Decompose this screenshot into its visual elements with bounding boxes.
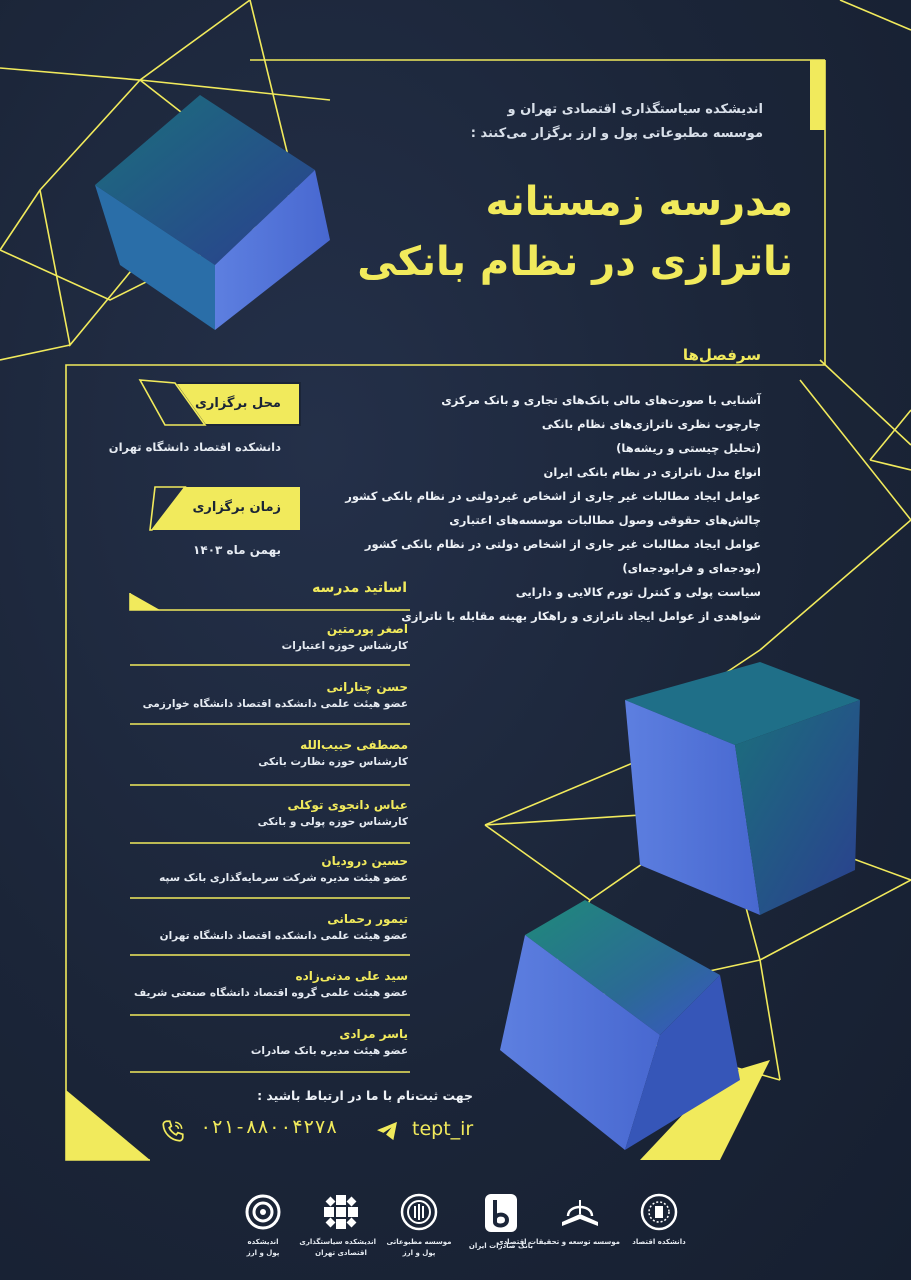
time-value: بهمن ماه ۱۴۰۳ — [193, 543, 281, 557]
teacher-item — [108, 796, 408, 830]
teacher-item — [108, 736, 408, 770]
logo-mark — [639, 1192, 679, 1232]
teacher-item — [108, 852, 408, 886]
logo-text: پول و ارز — [402, 1249, 436, 1257]
teacher-name: تیمور رحمانی — [327, 912, 408, 926]
logo-daneshkadeh-eghtesad — [624, 1192, 694, 1254]
teacher-item — [108, 620, 408, 654]
title-line-1: مدرسه زمستانه — [485, 179, 793, 225]
teacher-name: سید علی مدنی‌زاده — [295, 969, 408, 983]
logo-andishkadeh-tehran — [299, 1192, 376, 1257]
teacher-role: کارشناس حوزه اعتبارات — [281, 640, 408, 652]
logo-text: دانشکده اقتصاد — [632, 1238, 686, 1246]
topics-heading: سرفصل‌ها — [682, 346, 761, 364]
logo-moasseseh-pool-arz — [384, 1192, 454, 1257]
topic-item: (بودجه‌ای و فرابودجه‌ای) — [622, 561, 761, 575]
teacher-role: کارشناس حوزه نظارت بانکی — [258, 756, 408, 768]
teacher-role: کارشناس حوزه پولی و بانکی — [257, 816, 408, 828]
teacher-name: حسن چنارانی — [326, 680, 408, 694]
teacher-role: عضو هیئت مدیره بانک صادرات — [250, 1045, 408, 1057]
logo-text: موسسه توسعه و تحقیقات اقتصادی — [497, 1238, 620, 1246]
intro-line-1: اندیشکده سیاستگذاری اقتصادی تهران و — [507, 102, 763, 117]
teacher-role: عضو هیئت علمی دانشکده اقتصاد دانشگاه تهران — [159, 930, 408, 942]
topic-item: انواع مدل ناترازی در نظام بانکی ایران — [543, 465, 761, 479]
logo-text: اندیشکده سیاستگذاری — [299, 1238, 376, 1246]
logo-mark — [243, 1192, 283, 1232]
telegram-icon — [376, 1121, 398, 1141]
teacher-item — [108, 678, 408, 712]
time-label: زمان برگزاری — [192, 500, 281, 515]
title-line-2: ناترازی در نظام بانکی — [357, 239, 793, 285]
teacher-name: اصغر پورمتین — [326, 622, 408, 636]
logo-text: پول و ارز — [246, 1249, 280, 1257]
teacher-name: عباس دانجوی توکلی — [287, 798, 408, 812]
teacher-item — [108, 910, 408, 944]
logo-mark — [558, 1192, 602, 1232]
teacher-role: عضو هیئت علمی دانشکده اقتصاد دانشگاه خوارزمی — [142, 698, 408, 710]
venue-value: دانشکده اقتصاد دانشگاه تهران — [108, 440, 281, 454]
venue-label: محل برگزاری — [194, 396, 281, 411]
contact-heading: جهت ثبت‌نام با ما در ارتباط باشید : — [257, 1088, 473, 1103]
logo-text: اقتصادی تهران — [315, 1249, 367, 1257]
teachers-heading: اساتید مدرسه — [312, 580, 407, 596]
telegram-handle[interactable]: tept_ir — [412, 1118, 474, 1140]
teacher-role: عضو هیئت علمی گروه اقتصاد دانشگاه صنعتی شریف — [133, 987, 408, 999]
topic-item: عوامل ایجاد مطالبات غیر جاری از اشخاص غیردولتی در نظام بانکی کشور — [345, 489, 761, 503]
logo-mark — [481, 1192, 521, 1236]
logo-text: موسسه مطبوعاتی — [386, 1238, 452, 1246]
teacher-name: حسین درودیان — [321, 854, 408, 868]
intro-line-2: موسسه مطبوعاتی پول و ارز برگزار می‌کنند : — [470, 126, 763, 141]
logo-text: اندیشکده — [247, 1238, 279, 1246]
logo-mark — [399, 1192, 439, 1232]
teacher-item — [108, 967, 408, 1001]
topic-item: چارچوب نظری ناترازی‌های نظام بانکی — [541, 417, 761, 431]
topic-item: سیاست پولی و کنترل تورم کالایی و دارایی — [515, 585, 761, 599]
logo-mark — [321, 1192, 361, 1232]
phone-number[interactable]: ۰۲۱-۸۸۰۰۴۲۷۸ — [200, 1116, 338, 1138]
topic-item: آشنایی با صورت‌های مالی بانک‌های تجاری و بانک مرکزی — [441, 393, 761, 407]
teacher-role: عضو هیئت مدیره شرکت سرمایه‌گذاری بانک سپه — [159, 872, 408, 884]
teacher-name: یاسر مرادی — [339, 1027, 408, 1041]
topic-item: شواهدی از عوامل ایجاد ناترازی و راهکار بهینه مقابله با ناترازی — [401, 609, 761, 623]
topic-item: چالش‌های حقوقی وصول مطالبات موسسه‌های اعتباری — [449, 513, 761, 527]
logo-andishkadeh-pool-arz — [228, 1192, 298, 1257]
phone-icon — [160, 1118, 186, 1144]
teacher-item — [108, 1025, 408, 1059]
topic-item: عوامل ایجاد مطالبات غیر جاری از اشخاص دولتی در نظام بانکی کشور — [364, 537, 761, 551]
event-title — [273, 172, 793, 292]
topic-item: (تحلیل چیستی و ریشه‌ها) — [616, 441, 761, 455]
teacher-name: مصطفی حبیب‌الله — [300, 738, 408, 752]
organizers-intro — [203, 98, 763, 146]
logo-text: بانک صادرات ایران — [468, 1242, 534, 1250]
